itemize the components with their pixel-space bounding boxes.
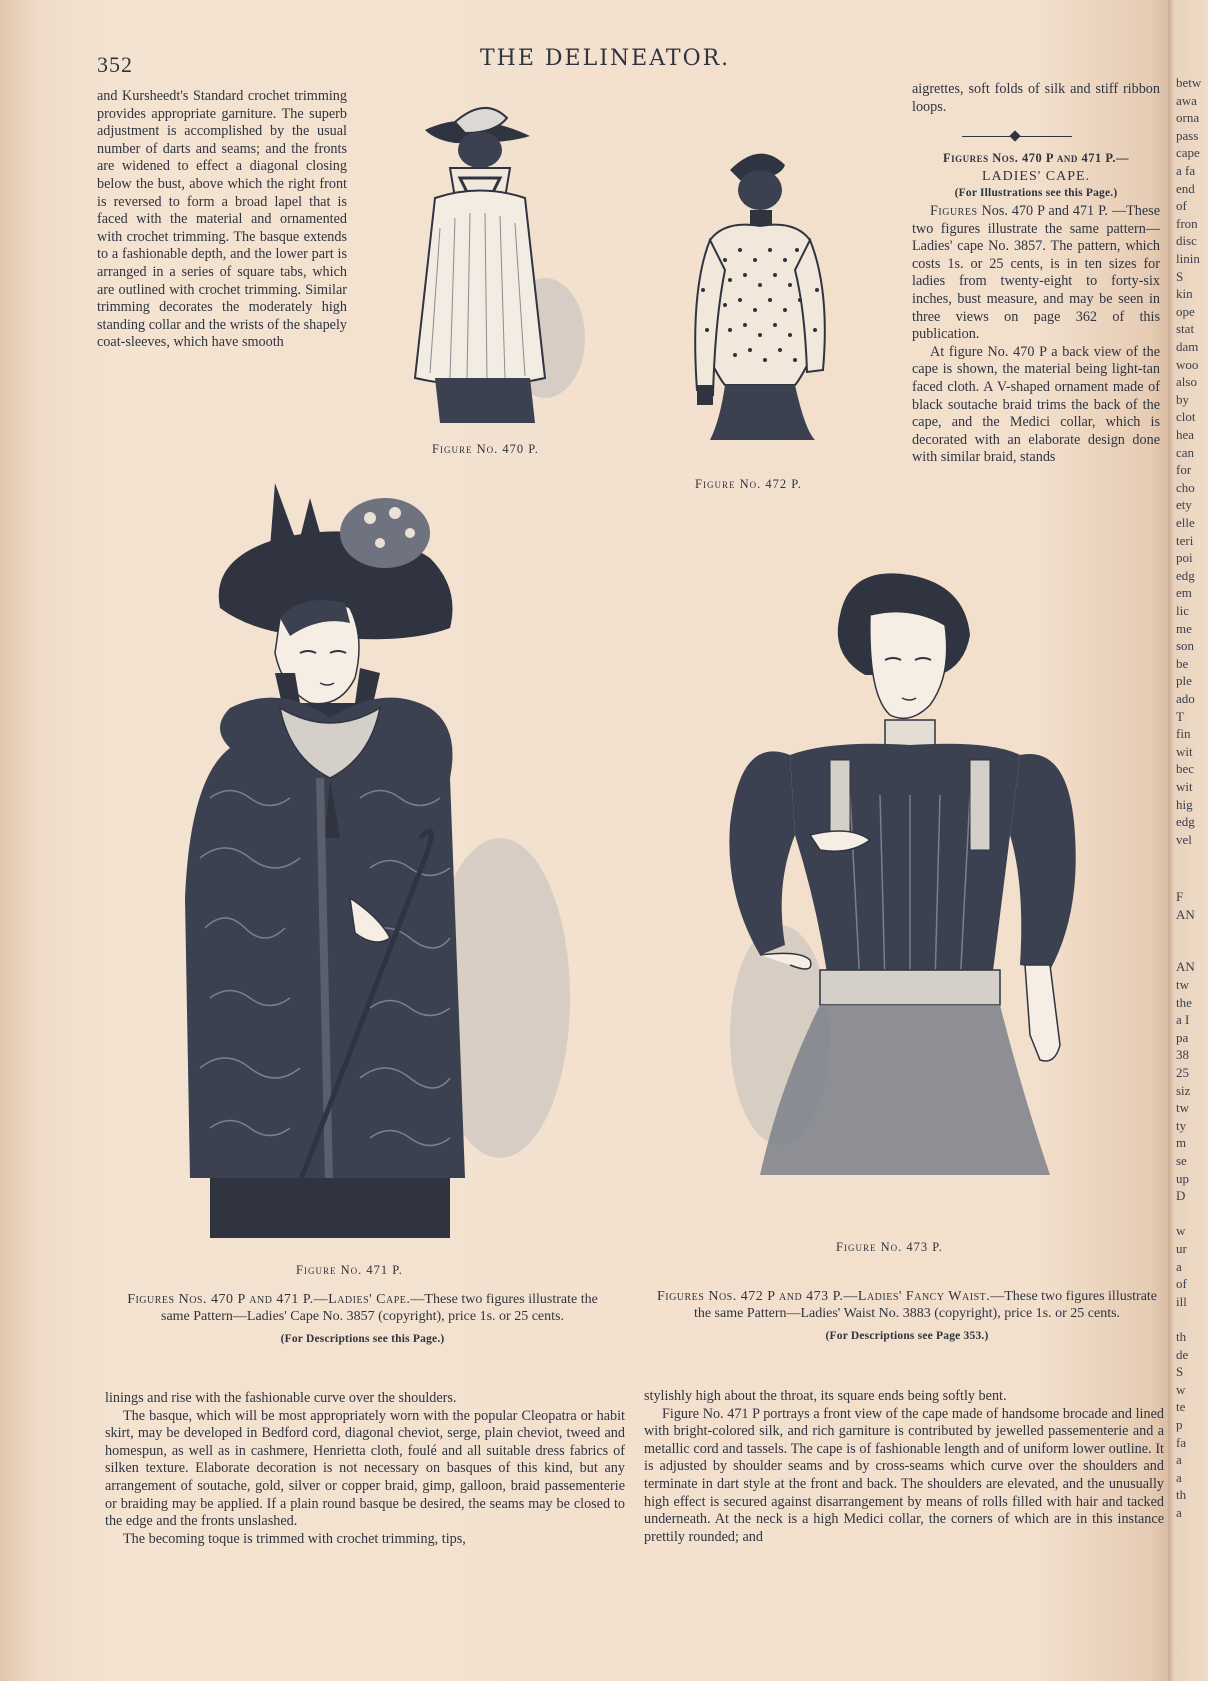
- edge-text-fragment: cho: [1176, 479, 1195, 495]
- edge-text-fragment: fin: [1176, 726, 1191, 742]
- figure-472-illustration: [685, 140, 845, 460]
- paragraph: and Kursheedt's Standard crochet trimming provides appropriate garniture. The superb adjustment is accomplished by the usual number of darts and seams; and the fronts are widened to effect a diagonal closing below the bust, above which the right front is reversed to form a broad lapel that is faced with the material and ornamented with crochet trimming. The basque extends to a fashionable depth, and the lower part is arranged in a series of square tabs, which are outlined with crochet trimming. Similar trimming decorates the moderately high standing collar and the wrists of the shapely coat-sleeves, which have smooth: [97, 88, 347, 351]
- edge-text-fragment: lic: [1176, 603, 1189, 618]
- paragraph: Figure No. 471 P portrays a front view of the cape made of handsome brocade and lined with bright-colored silk, and rich garniture is contributed by jewelled passementerie and a metallic cord and tassels. The cape is of fashionable length and of uniform lower outline. It is adjusted by shoulder seams and by cross-seams which curve over the shoulders and terminate in dart style at the front and back. The shoulders are elevated, and the unusually high effect is secured against disarrangement by means of rolls filled with hair and tacked underneath. At the neck is a high Medici collar, the corners of which are in this instance prettily rounded; and: [644, 1405, 1164, 1545]
- edge-text-fragment: a: [1176, 1258, 1182, 1274]
- edge-text-fragment: a: [1176, 1505, 1182, 1520]
- edge-text-fragment: me: [1176, 620, 1192, 636]
- text-column-right-bottom: [644, 1388, 1164, 1546]
- edge-text-fragment: a I: [1176, 1012, 1190, 1028]
- edge-text-fragment: teri: [1176, 532, 1194, 548]
- figure-473-illustration: [720, 565, 1080, 1235]
- edge-text-fragment: w: [1176, 1223, 1186, 1239]
- paragraph-lead: aigrettes, soft folds of silk and stiff ribbon loops.: [912, 81, 1160, 115]
- running-head: THE DELINEATOR.: [480, 46, 731, 71]
- edge-text-fragment: kin: [1176, 286, 1193, 302]
- edge-text-fragment: linin: [1176, 251, 1200, 266]
- caption-text: [652, 1288, 1162, 1322]
- edge-text-fragment: stat: [1176, 321, 1195, 337]
- caption-lead: Figures Nos. 470 P and 471 P.—Ladies' Cape.: [127, 1292, 411, 1307]
- edge-text-fragment: AN: [1176, 959, 1195, 975]
- edge-text-fragment: ope: [1176, 303, 1195, 319]
- edge-text-fragment: bec: [1176, 761, 1195, 777]
- caption-body: —These two figures illustrate the same Pattern—Ladies' Cape No. 3857 (copyright), price 1s. or 25 cents.: [161, 1292, 598, 1324]
- edge-text-fragment: edg: [1176, 567, 1195, 583]
- section-heading: Figures Nos. 470 P and 471 P.—: [942, 151, 1130, 166]
- edge-text-fragment: AN: [1176, 906, 1195, 922]
- edge-text-fragment: awa: [1176, 92, 1197, 108]
- edge-text-fragment: tw: [1176, 977, 1189, 992]
- figure-470-illustration: [395, 88, 595, 428]
- edge-text-fragment: vel: [1176, 831, 1192, 847]
- edge-text-fragment: em: [1176, 585, 1192, 601]
- ornament-rule: [962, 132, 1072, 142]
- figure-470-label: Figure No. 470 P.: [432, 442, 539, 456]
- edge-text-fragment: edg: [1176, 814, 1195, 830]
- edge-text-fragment: se: [1176, 1153, 1187, 1168]
- paragraph: linings and rise with the fashionable curve over the shoulders.: [105, 1390, 457, 1406]
- caption-text: [115, 1291, 610, 1325]
- edge-text-fragment: siz: [1176, 1082, 1191, 1098]
- section-title: LADIES' CAPE.: [981, 168, 1091, 184]
- edge-text-fragment: m: [1176, 1135, 1187, 1151]
- edge-text-fragment: wit: [1176, 779, 1193, 794]
- edge-text-fragment: S: [1176, 268, 1184, 284]
- edge-text-fragment: end: [1176, 180, 1195, 196]
- edge-text-fragment: tw: [1176, 1100, 1189, 1116]
- edge-text-fragment: S: [1176, 1364, 1184, 1380]
- edge-text-fragment: be: [1176, 655, 1189, 671]
- paragraph-text: Nos. 470 P and 471 P. —These two figures illustrate the same pattern—Ladies' cape No. 3857. The pattern, which costs 1s. or 25 cents, is in ten sizes for ladies from twenty-eight to forty-six inches, bust measure, and may be seen in three views on page 362 of this publication.: [912, 202, 1161, 343]
- paragraph: The becoming toque is trimmed with crochet trimming, tips,: [123, 1530, 466, 1547]
- edge-text-fragment: F: [1176, 889, 1184, 904]
- caption-body: —These two figures illustrate the same Pattern—Ladies' Waist No. 3883 (copyright), price 1s. or 25 cents.: [693, 1289, 1158, 1321]
- figure-471-illustration: [170, 478, 580, 1248]
- edge-text-fragment: w: [1176, 1381, 1186, 1397]
- edge-text-fragment: up: [1176, 1170, 1189, 1186]
- paragraph: The basque, which will be most appropriately worn with the popular Cleopatra or habit skirt, may be developed in Bedford cord, diagonal cheviot, serge, plain cheviot, tweed and homespun, as well as in cashmere, Henrietta cloth, foulé and all suitable dress fabrics of silken texture. Elaborate decoration is not necessary on basques of this kind, but any arrangement of soutache, gold, silver or copper braid, gimp, galloon, braid passementerie or braiding may be applied. If a plain round basque be desired, the seams may be closed to the edge and the fronts unslashed.: [105, 1407, 625, 1530]
- edge-text-fragment: elle: [1176, 515, 1195, 530]
- text-column-right-top: [912, 81, 1160, 467]
- edge-text-fragment: ple: [1176, 673, 1192, 689]
- edge-text-fragment: son: [1176, 638, 1195, 654]
- edge-text-fragment: ill: [1176, 1293, 1187, 1309]
- edge-text-fragment: clot: [1176, 409, 1196, 425]
- edge-text-fragment: woo: [1176, 356, 1199, 372]
- edge-text-fragment: disc: [1176, 233, 1197, 249]
- edge-text-fragment: a: [1176, 1469, 1182, 1485]
- edge-text-fragment: hig: [1176, 796, 1193, 812]
- edge-text-fragment: ado: [1176, 691, 1195, 706]
- edge-text-fragment: fa: [1176, 1434, 1187, 1450]
- figure-473-label: Figure No. 473 P.: [836, 1240, 943, 1254]
- edge-text-fragment: can: [1176, 444, 1195, 460]
- edge-text-fragment: orna: [1176, 110, 1200, 126]
- edge-text-fragment: fron: [1176, 215, 1198, 231]
- edge-text-fragment: 38: [1176, 1047, 1189, 1063]
- edge-text-fragment: a fa: [1176, 163, 1196, 178]
- caption-lead: Figures Nos. 472 P and 473 P.—Ladies' Fancy Waist.: [656, 1289, 991, 1304]
- paragraph-lead-word: Figures: [930, 202, 978, 219]
- section-note: (For Illustrations see this Page.): [954, 187, 1118, 200]
- caption-note: (For Descriptions see this Page.): [280, 1333, 445, 1345]
- caption-note: (For Descriptions see Page 353.): [825, 1330, 989, 1342]
- edge-text-fragment: pa: [1176, 1029, 1189, 1045]
- edge-text-fragment: the: [1176, 994, 1192, 1010]
- edge-text-fragment: p: [1176, 1417, 1183, 1432]
- edge-text-fragment: te: [1176, 1399, 1186, 1415]
- edge-text-fragment: ur: [1176, 1241, 1187, 1256]
- edge-text-fragment: betw: [1176, 75, 1202, 90]
- edge-text-fragment: a: [1176, 1452, 1182, 1468]
- figure-471-label: Figure No. 471 P.: [296, 1263, 403, 1277]
- edge-text-fragment: of: [1176, 1276, 1187, 1292]
- edge-text-fragment: for: [1176, 462, 1192, 478]
- caption-figures-472-473: [652, 1288, 1162, 1345]
- edge-text-fragment: de: [1176, 1346, 1189, 1362]
- edge-text-fragment: ety: [1176, 497, 1192, 513]
- page-number: 352: [97, 52, 133, 77]
- edge-text-fragment: poi: [1176, 550, 1193, 566]
- caption-figures-470-471: [115, 1291, 610, 1348]
- edge-text-fragment: th: [1176, 1329, 1187, 1344]
- paragraph: [912, 203, 1160, 344]
- edge-text-fragment: ty: [1176, 1117, 1187, 1133]
- edge-text-fragment: 25: [1176, 1065, 1189, 1080]
- figure-472-label: Figure No. 472 P.: [695, 477, 802, 491]
- edge-text-fragment: dam: [1176, 339, 1199, 354]
- edge-text-fragment: D: [1176, 1188, 1186, 1204]
- adjacent-page-edge: [1168, 0, 1208, 1681]
- edge-text-fragment: by: [1176, 391, 1189, 407]
- edge-text-fragment: of: [1176, 198, 1187, 214]
- text-column-left-top: [97, 88, 347, 352]
- paragraph: At figure No. 470 P a back view of the cape is shown, the material being light-tan faced cloth. A V-shaped ornament made of black soutache braid trims the back of the cape, and the Medici collar, which is decorated with an elaborate design done with similar braid, stands: [912, 343, 1160, 466]
- edge-text-fragment: wit: [1176, 743, 1193, 759]
- edge-text-fragment: also: [1176, 374, 1197, 390]
- edge-text-fragment: pass: [1176, 127, 1199, 143]
- text-column-left-bottom: [105, 1390, 625, 1548]
- paragraph: stylishly high about the throat, its square ends being softly bent.: [644, 1388, 1007, 1404]
- edge-text-fragment: cape: [1176, 145, 1200, 161]
- edge-text-fragment: th: [1176, 1487, 1187, 1503]
- edge-text-fragment: hea: [1176, 427, 1195, 442]
- edge-text-fragment: T: [1176, 708, 1184, 724]
